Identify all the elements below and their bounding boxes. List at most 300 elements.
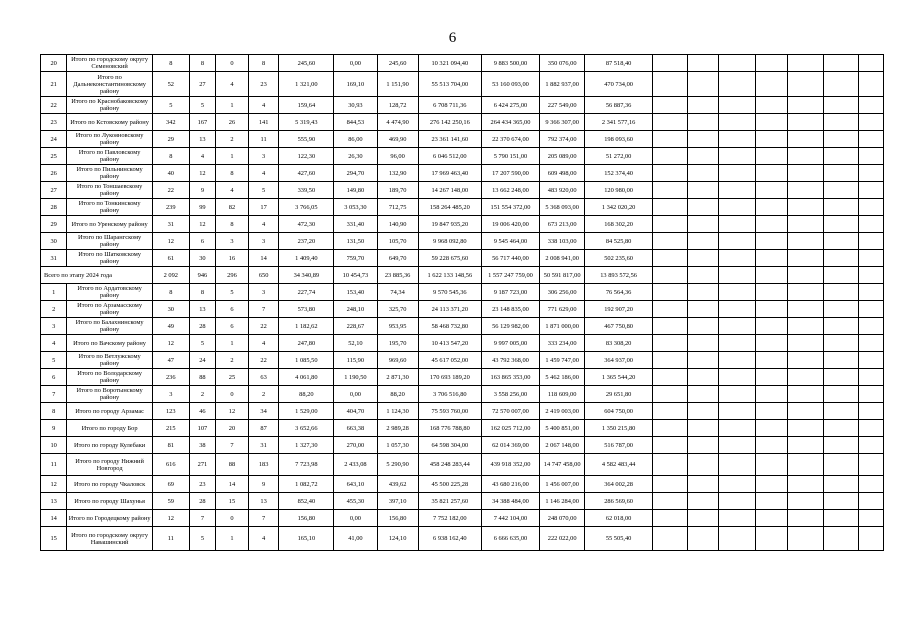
cell-empty xyxy=(858,182,883,199)
cell-c2: 271 xyxy=(189,454,215,476)
cell-c8: 9 570 545,36 xyxy=(418,284,481,301)
cell-c10: 792 374,00 xyxy=(539,131,584,148)
cell-no: 1 xyxy=(41,284,67,301)
cell-c7: 5 290,90 xyxy=(377,454,418,476)
cell-empty xyxy=(787,403,823,420)
cell-c8: 6 938 162,40 xyxy=(418,527,481,551)
cell-c5: 34 340,89 xyxy=(279,267,334,284)
table-row xyxy=(41,97,884,114)
cell-c1: 5 xyxy=(152,97,189,114)
cell-name: Итого по Пильнинскому району xyxy=(67,165,152,182)
cell-empty xyxy=(652,55,687,72)
table-row xyxy=(41,420,884,437)
cell-empty xyxy=(823,165,858,182)
cell-empty xyxy=(719,267,756,284)
table-row xyxy=(41,403,884,420)
cell-c3: 82 xyxy=(216,199,249,216)
cell-c4: 183 xyxy=(248,454,279,476)
cell-c3: 0 xyxy=(216,55,249,72)
cell-empty xyxy=(652,148,687,165)
cell-c8: 170 693 189,20 xyxy=(418,369,481,386)
cell-c6: 294,70 xyxy=(334,165,377,182)
cell-c3: 88 xyxy=(216,454,249,476)
table-row xyxy=(41,527,884,551)
cell-c2: 9 xyxy=(189,182,215,199)
cell-empty xyxy=(823,250,858,267)
cell-c5: 247,80 xyxy=(279,335,334,352)
cell-empty xyxy=(787,335,823,352)
cell-no: 6 xyxy=(41,369,67,386)
cell-empty xyxy=(823,148,858,165)
cell-c7: 88,20 xyxy=(377,386,418,403)
cell-empty xyxy=(858,199,883,216)
cell-empty xyxy=(823,318,858,335)
cell-c11: 55 505,40 xyxy=(585,527,653,551)
cell-empty xyxy=(823,301,858,318)
cell-empty xyxy=(756,216,788,233)
cell-name: Итого по Вачскому району xyxy=(67,335,152,352)
cell-empty xyxy=(687,369,719,386)
cell-empty xyxy=(756,335,788,352)
cell-c5: 122,30 xyxy=(279,148,334,165)
cell-c6: 404,70 xyxy=(334,403,377,420)
cell-c11: 13 893 572,56 xyxy=(585,267,653,284)
cell-empty xyxy=(652,284,687,301)
cell-c1: 12 xyxy=(152,233,189,250)
cell-empty xyxy=(687,420,719,437)
cell-empty xyxy=(858,510,883,527)
cell-c8: 276 142 250,16 xyxy=(418,114,481,131)
cell-no: 31 xyxy=(41,250,67,267)
cell-empty xyxy=(652,318,687,335)
cell-empty xyxy=(756,437,788,454)
cell-c3: 8 xyxy=(216,165,249,182)
table-row xyxy=(41,199,884,216)
cell-c5: 4 061,80 xyxy=(279,369,334,386)
cell-empty xyxy=(687,97,719,114)
cell-c8: 9 968 092,80 xyxy=(418,233,481,250)
cell-c11: 1 365 544,20 xyxy=(585,369,653,386)
cell-empty xyxy=(858,114,883,131)
cell-no: 21 xyxy=(41,72,67,97)
cell-empty xyxy=(687,267,719,284)
cell-c3: 4 xyxy=(216,182,249,199)
cell-c6: 169,10 xyxy=(334,72,377,97)
cell-name: Итого по Городецкому району xyxy=(67,510,152,527)
cell-c11: 286 569,60 xyxy=(585,493,653,510)
cell-c9: 9 997 005,00 xyxy=(481,335,539,352)
cell-no: 14 xyxy=(41,510,67,527)
cell-empty xyxy=(787,437,823,454)
cell-empty xyxy=(858,386,883,403)
cell-empty xyxy=(787,165,823,182)
cell-c9: 264 434 365,00 xyxy=(481,114,539,131)
cell-c10: 483 920,00 xyxy=(539,182,584,199)
cell-c6: 643,10 xyxy=(334,476,377,493)
cell-c9: 62 014 369,00 xyxy=(481,437,539,454)
cell-empty xyxy=(652,114,687,131)
cell-c7: 132,90 xyxy=(377,165,418,182)
cell-empty xyxy=(858,97,883,114)
cell-c6: 41,00 xyxy=(334,527,377,551)
cell-c5: 88,20 xyxy=(279,386,334,403)
cell-empty xyxy=(719,199,756,216)
cell-empty xyxy=(756,493,788,510)
cell-empty xyxy=(687,527,719,551)
cell-c8: 19 847 935,20 xyxy=(418,216,481,233)
cell-c1: 69 xyxy=(152,476,189,493)
cell-c9: 439 918 352,00 xyxy=(481,454,539,476)
cell-c6: 2 433,08 xyxy=(334,454,377,476)
cell-c2: 4 xyxy=(189,148,215,165)
cell-empty xyxy=(823,114,858,131)
cell-empty xyxy=(823,437,858,454)
cell-c9: 6 666 635,00 xyxy=(481,527,539,551)
cell-c7: 953,95 xyxy=(377,318,418,335)
cell-empty xyxy=(787,148,823,165)
cell-c4: 34 xyxy=(248,403,279,420)
cell-empty xyxy=(687,165,719,182)
cell-empty xyxy=(787,284,823,301)
cell-name: Итого по Ветлужскому району xyxy=(67,352,152,369)
cell-c11: 168 302,20 xyxy=(585,216,653,233)
cell-empty xyxy=(652,386,687,403)
cell-c3: 5 xyxy=(216,284,249,301)
cell-c3: 2 xyxy=(216,131,249,148)
cell-c3: 1 xyxy=(216,335,249,352)
table-row xyxy=(41,335,884,352)
cell-empty xyxy=(687,284,719,301)
cell-c10: 118 609,00 xyxy=(539,386,584,403)
table-row xyxy=(41,182,884,199)
cell-c2: 38 xyxy=(189,437,215,454)
cell-no: 15 xyxy=(41,527,67,551)
cell-c9: 9 545 464,00 xyxy=(481,233,539,250)
cell-c7: 2 989,28 xyxy=(377,420,418,437)
cell-c2: 27 xyxy=(189,72,215,97)
cell-c4: 4 xyxy=(248,527,279,551)
cell-c8: 14 267 148,00 xyxy=(418,182,481,199)
table-row xyxy=(41,318,884,335)
cell-empty xyxy=(823,352,858,369)
cell-name: Итого по Лукояновскому району xyxy=(67,131,152,148)
cell-empty xyxy=(823,267,858,284)
cell-c7: 649,70 xyxy=(377,250,418,267)
cell-c5: 1 082,72 xyxy=(279,476,334,493)
cell-name: Итого по Володарскому району xyxy=(67,369,152,386)
cell-c6: 3 053,30 xyxy=(334,199,377,216)
cell-c2: 5 xyxy=(189,335,215,352)
cell-c7: 4 474,90 xyxy=(377,114,418,131)
cell-c9: 151 554 372,00 xyxy=(481,199,539,216)
cell-empty xyxy=(858,250,883,267)
cell-no: 30 xyxy=(41,233,67,250)
cell-empty xyxy=(787,318,823,335)
cell-empty xyxy=(858,335,883,352)
cell-c9: 56 129 982,00 xyxy=(481,318,539,335)
cell-empty xyxy=(719,182,756,199)
cell-empty xyxy=(652,437,687,454)
cell-c7: 245,60 xyxy=(377,55,418,72)
cell-empty xyxy=(787,476,823,493)
table-row xyxy=(41,386,884,403)
cell-c6: 30,93 xyxy=(334,97,377,114)
cell-empty xyxy=(787,131,823,148)
cell-c11: 84 525,80 xyxy=(585,233,653,250)
cell-c3: 26 xyxy=(216,114,249,131)
cell-no: 25 xyxy=(41,148,67,165)
cell-empty xyxy=(823,97,858,114)
cell-c8: 1 622 133 148,56 xyxy=(418,267,481,284)
cell-empty xyxy=(823,403,858,420)
cell-empty xyxy=(687,437,719,454)
cell-c1: 3 xyxy=(152,386,189,403)
cell-c6: 663,38 xyxy=(334,420,377,437)
cell-empty xyxy=(787,420,823,437)
cell-c1: 236 xyxy=(152,369,189,386)
cell-no: 29 xyxy=(41,216,67,233)
cell-c11: 29 651,80 xyxy=(585,386,653,403)
cell-c11: 467 750,80 xyxy=(585,318,653,335)
cell-c10: 306 256,00 xyxy=(539,284,584,301)
cell-empty xyxy=(652,510,687,527)
cell-c10: 5 400 851,00 xyxy=(539,420,584,437)
cell-empty xyxy=(687,233,719,250)
cell-c7: 156,80 xyxy=(377,510,418,527)
cell-c11: 76 564,36 xyxy=(585,284,653,301)
cell-c3: 15 xyxy=(216,493,249,510)
cell-empty xyxy=(687,318,719,335)
cell-no: 12 xyxy=(41,476,67,493)
cell-no: 28 xyxy=(41,199,67,216)
cell-empty xyxy=(719,437,756,454)
cell-c4: 23 xyxy=(248,72,279,97)
cell-empty xyxy=(687,493,719,510)
cell-c5: 427,60 xyxy=(279,165,334,182)
cell-empty xyxy=(787,216,823,233)
cell-c11: 87 518,40 xyxy=(585,55,653,72)
cell-c9: 23 148 835,00 xyxy=(481,301,539,318)
cell-c7: 2 871,30 xyxy=(377,369,418,386)
cell-empty xyxy=(687,510,719,527)
table-body xyxy=(41,55,884,551)
cell-c4: 31 xyxy=(248,437,279,454)
cell-empty xyxy=(756,352,788,369)
cell-c6: 131,50 xyxy=(334,233,377,250)
cell-c4: 4 xyxy=(248,165,279,182)
cell-no: 23 xyxy=(41,114,67,131)
cell-empty xyxy=(756,97,788,114)
cell-c5: 1 321,00 xyxy=(279,72,334,97)
cell-c11: 364 002,28 xyxy=(585,476,653,493)
cell-empty xyxy=(652,335,687,352)
cell-c10: 222 022,00 xyxy=(539,527,584,551)
cell-empty xyxy=(719,233,756,250)
cell-empty xyxy=(858,233,883,250)
cell-c3: 1 xyxy=(216,148,249,165)
cell-c8: 458 248 283,44 xyxy=(418,454,481,476)
cell-c4: 3 xyxy=(248,284,279,301)
cell-empty xyxy=(687,72,719,97)
cell-c1: 239 xyxy=(152,199,189,216)
cell-c9: 13 662 248,00 xyxy=(481,182,539,199)
cell-c3: 3 xyxy=(216,233,249,250)
cell-empty xyxy=(719,527,756,551)
cell-empty xyxy=(687,55,719,72)
cell-c5: 852,40 xyxy=(279,493,334,510)
cell-c10: 9 366 307,00 xyxy=(539,114,584,131)
cell-empty xyxy=(756,369,788,386)
cell-c11: 198 093,60 xyxy=(585,131,653,148)
cell-c4: 3 xyxy=(248,148,279,165)
cell-c5: 7 723,98 xyxy=(279,454,334,476)
cell-c7: 124,10 xyxy=(377,527,418,551)
cell-c7: 140,90 xyxy=(377,216,418,233)
cell-empty xyxy=(687,216,719,233)
cell-c3: 20 xyxy=(216,420,249,437)
cell-empty xyxy=(756,233,788,250)
cell-c10: 248 070,00 xyxy=(539,510,584,527)
cell-c5: 1 182,62 xyxy=(279,318,334,335)
cell-c4: 13 xyxy=(248,493,279,510)
cell-empty xyxy=(652,72,687,97)
cell-empty xyxy=(823,454,858,476)
cell-c1: 123 xyxy=(152,403,189,420)
cell-c1: 12 xyxy=(152,335,189,352)
cell-empty xyxy=(858,148,883,165)
cell-empty xyxy=(823,182,858,199)
cell-c1: 47 xyxy=(152,352,189,369)
cell-c3: 12 xyxy=(216,403,249,420)
cell-empty xyxy=(719,55,756,72)
cell-no: 22 xyxy=(41,97,67,114)
cell-empty xyxy=(756,165,788,182)
cell-c2: 2 xyxy=(189,386,215,403)
cell-empty xyxy=(719,369,756,386)
cell-empty xyxy=(719,318,756,335)
cell-c3: 296 xyxy=(216,267,249,284)
cell-empty xyxy=(756,199,788,216)
cell-c2: 28 xyxy=(189,493,215,510)
cell-empty xyxy=(858,476,883,493)
cell-c6: 270,00 xyxy=(334,437,377,454)
cell-empty xyxy=(756,527,788,551)
cell-c10: 2 419 003,00 xyxy=(539,403,584,420)
table-row xyxy=(41,233,884,250)
cell-empty xyxy=(858,267,883,284)
cell-no: 3 xyxy=(41,318,67,335)
cell-c2: 13 xyxy=(189,301,215,318)
cell-empty xyxy=(823,216,858,233)
cell-c2: 46 xyxy=(189,403,215,420)
cell-c6: 0,00 xyxy=(334,510,377,527)
cell-name: Итого по Кстовскому району xyxy=(67,114,152,131)
page-number: 6 xyxy=(448,30,457,46)
cell-empty xyxy=(652,476,687,493)
cell-c4: 17 xyxy=(248,199,279,216)
cell-empty xyxy=(756,476,788,493)
cell-empty xyxy=(652,267,687,284)
cell-c11: 56 887,36 xyxy=(585,97,653,114)
cell-name: Итого по Шатковскому району xyxy=(67,250,152,267)
cell-c2: 8 xyxy=(189,55,215,72)
cell-c8: 168 776 788,80 xyxy=(418,420,481,437)
cell-c1: 22 xyxy=(152,182,189,199)
cell-c3: 0 xyxy=(216,386,249,403)
cell-c5: 237,20 xyxy=(279,233,334,250)
cell-empty xyxy=(756,301,788,318)
table-row xyxy=(41,301,884,318)
cell-empty xyxy=(687,148,719,165)
districts-table-container xyxy=(40,54,884,551)
cell-c4: 8 xyxy=(248,55,279,72)
table-row xyxy=(41,165,884,182)
cell-empty xyxy=(687,182,719,199)
cell-empty xyxy=(858,72,883,97)
cell-c9: 34 388 484,00 xyxy=(481,493,539,510)
cell-c11: 2 341 577,16 xyxy=(585,114,653,131)
cell-empty xyxy=(652,233,687,250)
cell-no: 8 xyxy=(41,403,67,420)
cell-c1: 52 xyxy=(152,72,189,97)
cell-empty xyxy=(687,352,719,369)
cell-c9: 17 207 590,00 xyxy=(481,165,539,182)
cell-empty xyxy=(823,199,858,216)
cell-c10: 1 459 747,00 xyxy=(539,352,584,369)
cell-name: Итого по Шарангскому району xyxy=(67,233,152,250)
cell-c3: 0 xyxy=(216,510,249,527)
cell-empty xyxy=(858,318,883,335)
cell-c1: 215 xyxy=(152,420,189,437)
cell-empty xyxy=(823,527,858,551)
cell-c4: 4 xyxy=(248,216,279,233)
cell-c2: 7 xyxy=(189,510,215,527)
cell-empty xyxy=(787,527,823,551)
cell-c5: 3 766,05 xyxy=(279,199,334,216)
cell-c10: 1 882 937,00 xyxy=(539,72,584,97)
cell-name: Итого по городскому округу Навашинский xyxy=(67,527,152,551)
cell-empty xyxy=(858,352,883,369)
cell-c11: 51 272,00 xyxy=(585,148,653,165)
table-total-row xyxy=(41,267,884,284)
cell-c1: 12 xyxy=(152,510,189,527)
cell-c5: 555,90 xyxy=(279,131,334,148)
cell-c6: 26,30 xyxy=(334,148,377,165)
cell-empty xyxy=(823,386,858,403)
cell-name: Итого по Тоншаевскому району xyxy=(67,182,152,199)
cell-empty xyxy=(787,72,823,97)
cell-empty xyxy=(787,199,823,216)
cell-empty xyxy=(719,165,756,182)
cell-empty xyxy=(652,250,687,267)
cell-empty xyxy=(823,72,858,97)
cell-c11: 4 582 483,44 xyxy=(585,454,653,476)
cell-c1: 61 xyxy=(152,250,189,267)
cell-c9: 9 883 500,00 xyxy=(481,55,539,72)
cell-c10: 338 103,00 xyxy=(539,233,584,250)
cell-c11: 470 734,00 xyxy=(585,72,653,97)
cell-c10: 2 067 148,00 xyxy=(539,437,584,454)
cell-empty xyxy=(756,182,788,199)
cell-c5: 227,74 xyxy=(279,284,334,301)
cell-empty xyxy=(719,97,756,114)
cell-c10: 5 368 093,00 xyxy=(539,199,584,216)
cell-c2: 5 xyxy=(189,527,215,551)
cell-c5: 573,80 xyxy=(279,301,334,318)
cell-c10: 5 462 186,00 xyxy=(539,369,584,386)
cell-c1: 8 xyxy=(152,55,189,72)
cell-empty xyxy=(787,97,823,114)
